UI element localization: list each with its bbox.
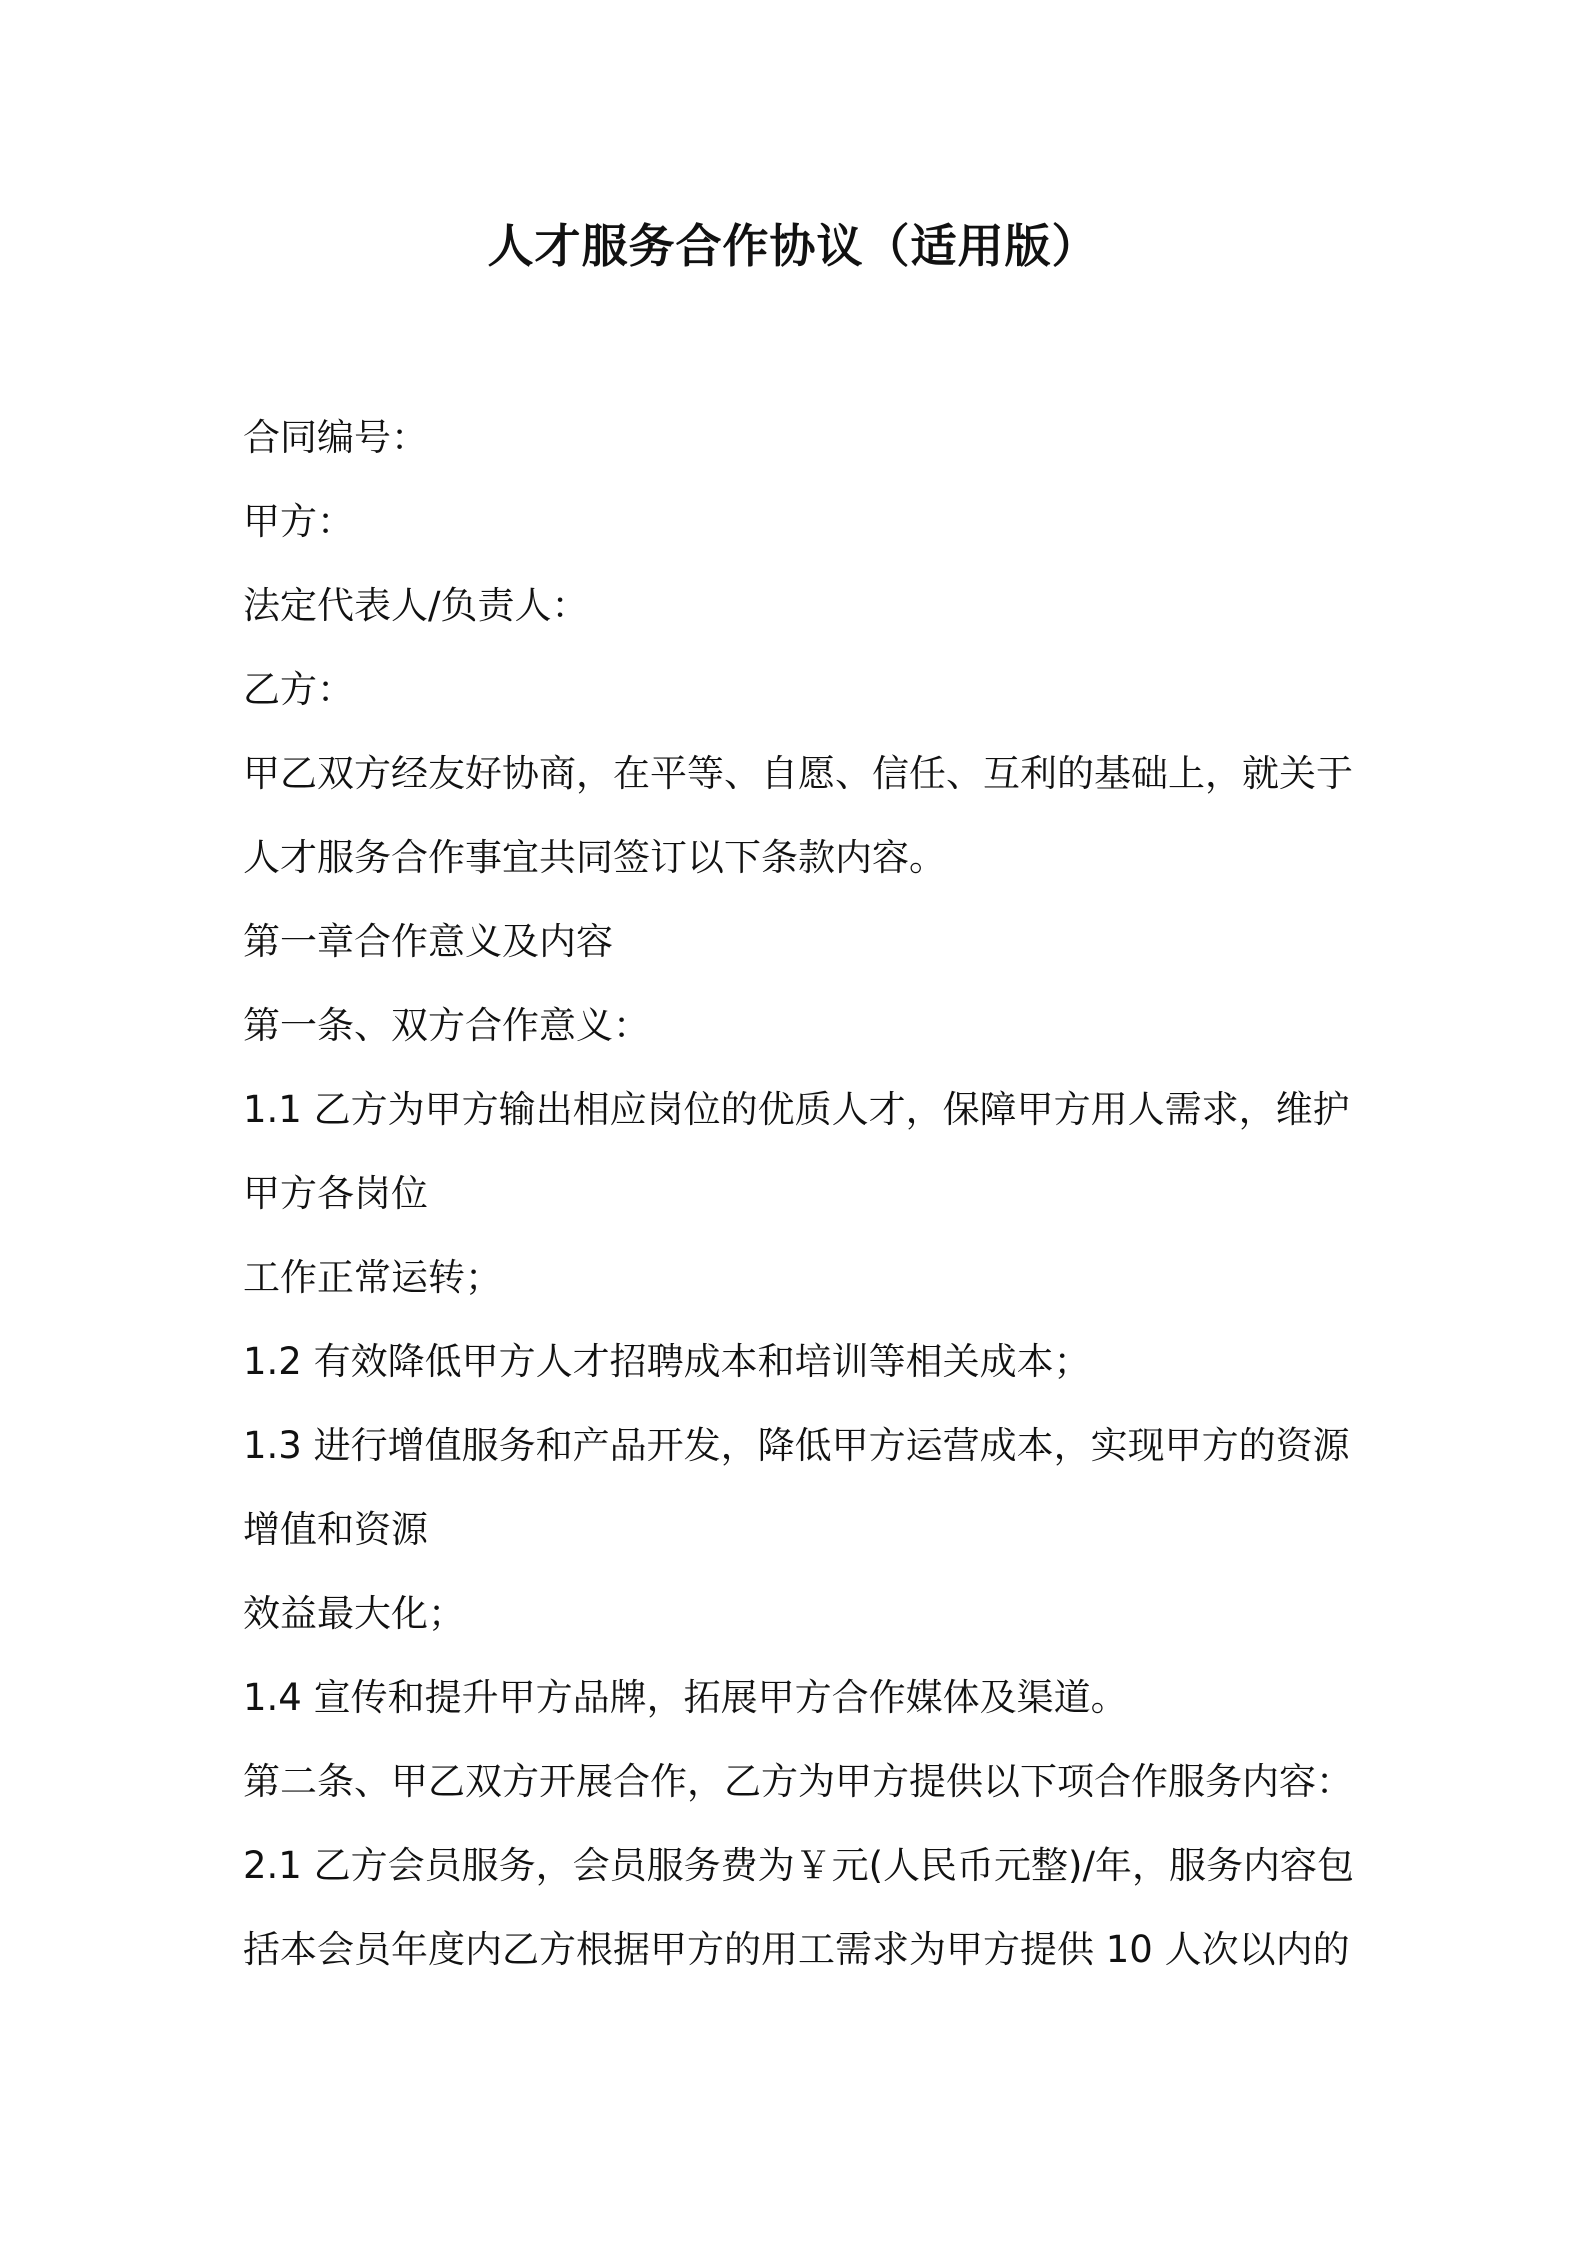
clause-1-2: 1.2 有效降低甲方人才招聘成本和培训等相关成本； (243, 1340, 1091, 1383)
party-a-line: 甲方： (243, 500, 354, 543)
clause-1-1-line-1: 1.1 乙方为甲方输出相应岗位的优质人才，保障甲方用人需求，维护 (243, 1088, 1350, 1131)
clause-1-3-line-2: 增值和资源 (243, 1508, 428, 1551)
clause-2-1-line-1: 2.1 乙方会员服务，会员服务费为￥元(人民币元整)/年，服务内容包 (243, 1844, 1354, 1887)
legal-representative-line: 法定代表人/负责人： (243, 584, 589, 627)
chapter-heading: 第一章合作意义及内容 (243, 920, 613, 963)
preamble-line-2: 人才服务合作事宜共同签订以下条款内容。 (243, 836, 946, 879)
clause-1-1-line-3: 工作正常运转； (243, 1256, 502, 1299)
party-b-line: 乙方： (243, 668, 354, 711)
clause-2-1-line-2: 括本会员年度内乙方根据甲方的用工需求为甲方提供 10 人次以内的 (243, 1928, 1350, 1971)
article-1-heading: 第一条、双方合作意义： (243, 1004, 650, 1047)
article-2-heading: 第二条、甲乙双方开展合作，乙方为甲方提供以下项合作服务内容： (243, 1760, 1353, 1803)
document-title: 人才服务合作协议（适用版） (487, 219, 1099, 273)
clause-1-4: 1.4 宣传和提升甲方品牌，拓展甲方合作媒体及渠道。 (243, 1676, 1128, 1719)
clause-1-3-line-3: 效益最大化； (243, 1592, 465, 1635)
clause-1-1-line-2: 甲方各岗位 (243, 1172, 428, 1215)
contract-number-line: 合同编号： (243, 416, 428, 459)
clause-1-3-line-1: 1.3 进行增值服务和产品开发，降低甲方运营成本，实现甲方的资源 (243, 1424, 1350, 1467)
preamble-line-1: 甲乙双方经友好协商，在平等、自愿、信任、互利的基础上，就关于 (243, 752, 1353, 795)
